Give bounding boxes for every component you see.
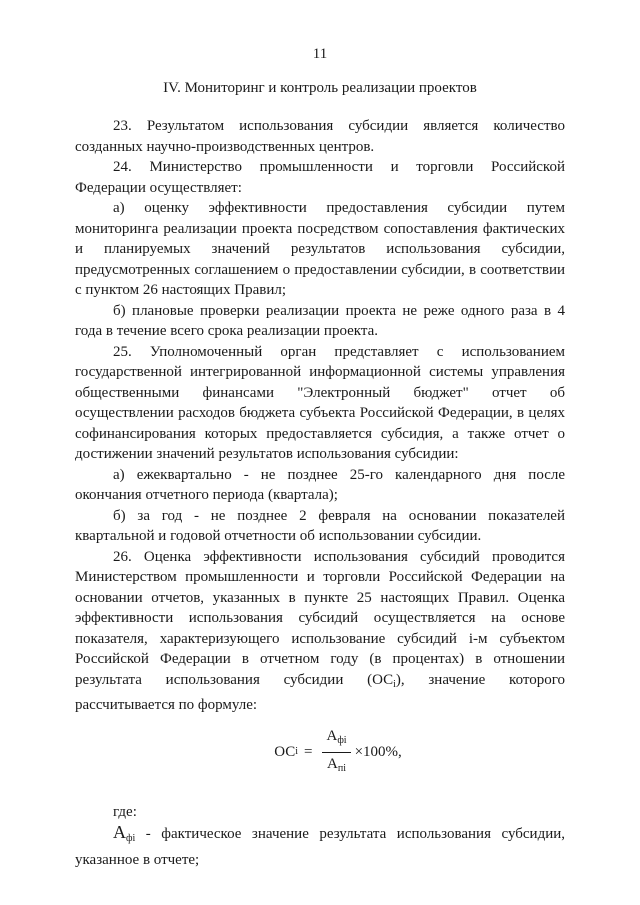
paragraph-26-text-before: 26. Оценка эффективности использования субсидий проводится Министерством промышленности и торговли Российской Федерации на основании отчетов, указанных в пункте 25 настоящих Правил. Оценка эффективности использования субсидий осуществляется на основе показателя, характеризующего использование субсидий i-м субъектом Российской Федерации в отчетном году (в процентах) в отношении результата использования субсидии ( <box>75 548 565 688</box>
formula-oc-subscript: i <box>295 746 298 758</box>
paragraph-26-text-after: ), значение которого рассчитывается по формуле: <box>75 671 566 713</box>
definition-a-fi <box>75 822 565 870</box>
denominator-subscript: пi <box>337 763 347 774</box>
formula <box>111 726 565 780</box>
definition-text: - фактическое значение результата использования субсидии, указанное в отчете; <box>75 826 566 868</box>
definition-subscript: фi <box>126 833 136 844</box>
numerator-subscript: фi <box>337 734 347 746</box>
document-body <box>75 116 565 870</box>
denominator-symbol: А <box>327 756 338 772</box>
formula-numerator <box>322 726 350 753</box>
paragraph-23: 23. Результатом использования субсидии является количество созданных научно-производственных центров. <box>75 118 565 155</box>
paragraph-24-a: а) оценку эффективности предоставления субсидии путем мониторинга реализации проекта посредством сопоставления фактических и планируемых значений результатов использования субсидии, предусмотренных соглашением о предоставлении субсидии, в соответствии с пунктом 26 настоящих Правил; <box>75 200 565 298</box>
paragraph-25-a: а) ежеквартально - не позднее 25-го календарного дня после окончания отчетного периода (квартала); <box>75 466 565 503</box>
paragraph-25: 25. Уполномоченный орган представляет с использованием государственной интегрированной информационной системы управления общественными финансами "Электронный бюджет" отчет об осуществлении расходов бюджета субъекта Российской Федерации, в целях софинансирования которых предоставляется субсидия, а также отчет о достижении значений результатов использования субсидии: <box>75 343 565 462</box>
spacer <box>75 780 565 802</box>
formula-percent: 100%, <box>363 744 402 761</box>
formula-times: × <box>354 744 364 761</box>
formula-denominator <box>323 753 350 780</box>
paragraph-24: 24. Министерство промышленности и торговли Российской Федерации осуществляет: <box>75 159 565 196</box>
formula-equals: = <box>304 744 313 761</box>
formula-oc-symbol: ОС <box>274 744 296 761</box>
paragraph-24-b: б) плановые проверки реализации проекта не реже одного раза в 4 года в течение всего срока реализации проекта. <box>75 302 565 339</box>
formula-fraction <box>322 726 350 780</box>
definition-symbol: А <box>113 822 126 842</box>
paragraph-25-b: б) за год - не позднее 2 февраля на основании показателей квартальной и годовой отчетности об использовании субсидии. <box>75 507 565 544</box>
numerator-symbol: А <box>326 727 338 744</box>
where-label: где: <box>113 803 137 820</box>
section-heading: IV. Мониторинг и контроль реализации проектов <box>163 80 477 96</box>
paragraph-26 <box>75 547 565 716</box>
inline-oc-symbol: ОС <box>372 671 394 688</box>
inline-oc-subscript: i <box>393 678 396 690</box>
page-number: 11 <box>312 46 328 62</box>
